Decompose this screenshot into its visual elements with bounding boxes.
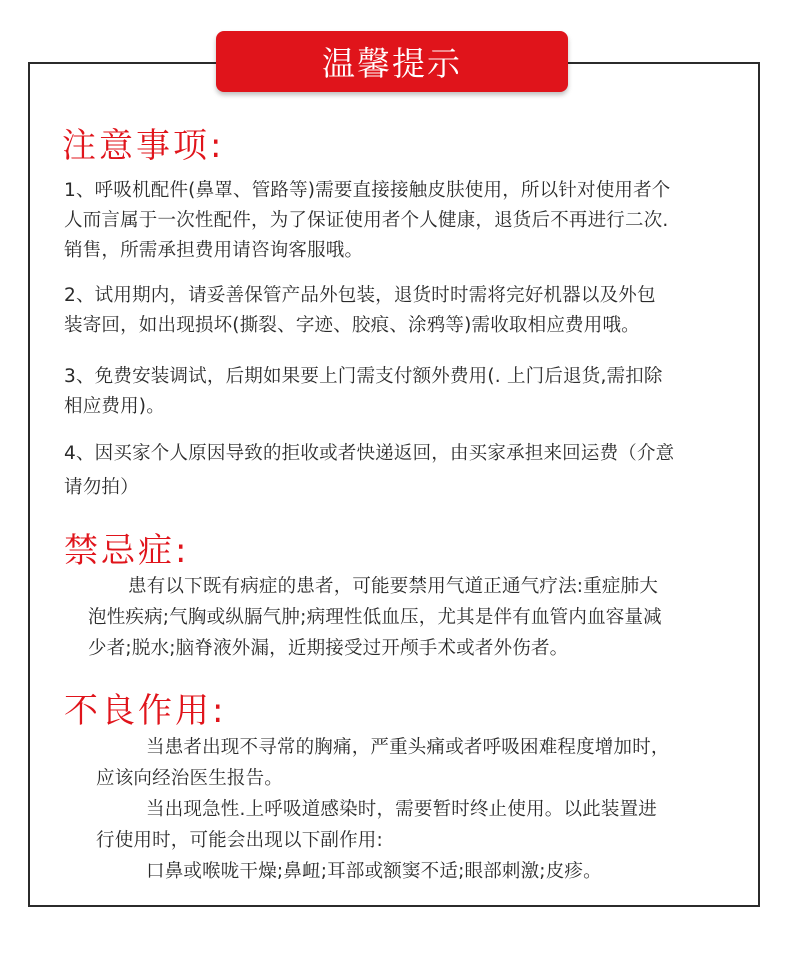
notice-item-4-line-2: 请勿拍） <box>64 477 139 498</box>
notice-item-4 <box>64 437 674 505</box>
side-effects-line-3: 当出现急性.上呼吸道感染时，需要暂时终止使用。以此装置进 <box>146 799 657 820</box>
notice-item-4-line-1: 4、因买家个人原因导致的拒收或者快递返回，由买家承担来回运费（介意 <box>64 443 675 464</box>
notice-item-3-line-2: 相应费用)。 <box>64 396 165 417</box>
notice-item-1-line-2: 人而言属于一次性配件，为了保证使用者个人健康，退货后不再进行二次. <box>64 210 669 231</box>
banner-title-text: 温馨提示 <box>322 44 462 83</box>
notice-item-3 <box>64 362 663 422</box>
contraindications-heading: 禁忌症: <box>64 531 190 571</box>
notice-item-3-line-1: 3、免费安装调试，后期如果要上门需支付额外费用(. 上门后退货,需扣除 <box>64 366 663 387</box>
side-effects-heading: 不良作用: <box>64 691 227 731</box>
notice-item-1 <box>64 176 671 266</box>
side-effects-line-4: 行使用时，可能会出现以下副作用: <box>96 830 383 851</box>
notice-item-2-line-2: 装寄回，如出现损坏(撕裂、字迹、胶痕、涂鸦等)需收取相应费用哦。 <box>64 315 640 336</box>
notice-heading: 注意事项: <box>62 126 225 166</box>
side-effects-line-2: 应该向经治医生报告。 <box>96 768 284 789</box>
side-effects-line-1: 当患者出现不寻常的胸痛，严重头痛或者呼吸困难程度增加时， <box>146 737 670 758</box>
notice-item-2 <box>64 281 656 341</box>
contraindications-line-2: 泡性疾病;气胸或纵膈气肿;病理性低血压，尤其是伴有血管内血容量减 <box>88 607 662 628</box>
side-effects-line-5: 口鼻或喉咙干燥;鼻衄;耳部或额窦不适;眼部刺激;皮疹。 <box>146 861 602 882</box>
contraindications-text <box>88 571 662 664</box>
notice-item-1-line-1: 1、呼吸机配件(鼻罩、管路等)需要直接接触皮肤使用，所以针对使用者个 <box>64 180 671 201</box>
notice-item-2-line-1: 2、试用期内，请妥善保管产品外包装，退货时时需将完好机器以及外包 <box>64 285 656 306</box>
contraindications-line-1: 患有以下既有病症的患者，可能要禁用气道正通气疗法:重症肺大 <box>128 576 659 597</box>
side-effects-text <box>96 732 670 887</box>
notice-item-1-line-3: 销售，所需承担费用请咨询客服哦。 <box>64 240 364 261</box>
contraindications-line-3: 少者;脱水;脑脊液外漏，近期接受过开颅手术或者外伤者。 <box>88 638 569 659</box>
banner-title <box>216 31 568 92</box>
